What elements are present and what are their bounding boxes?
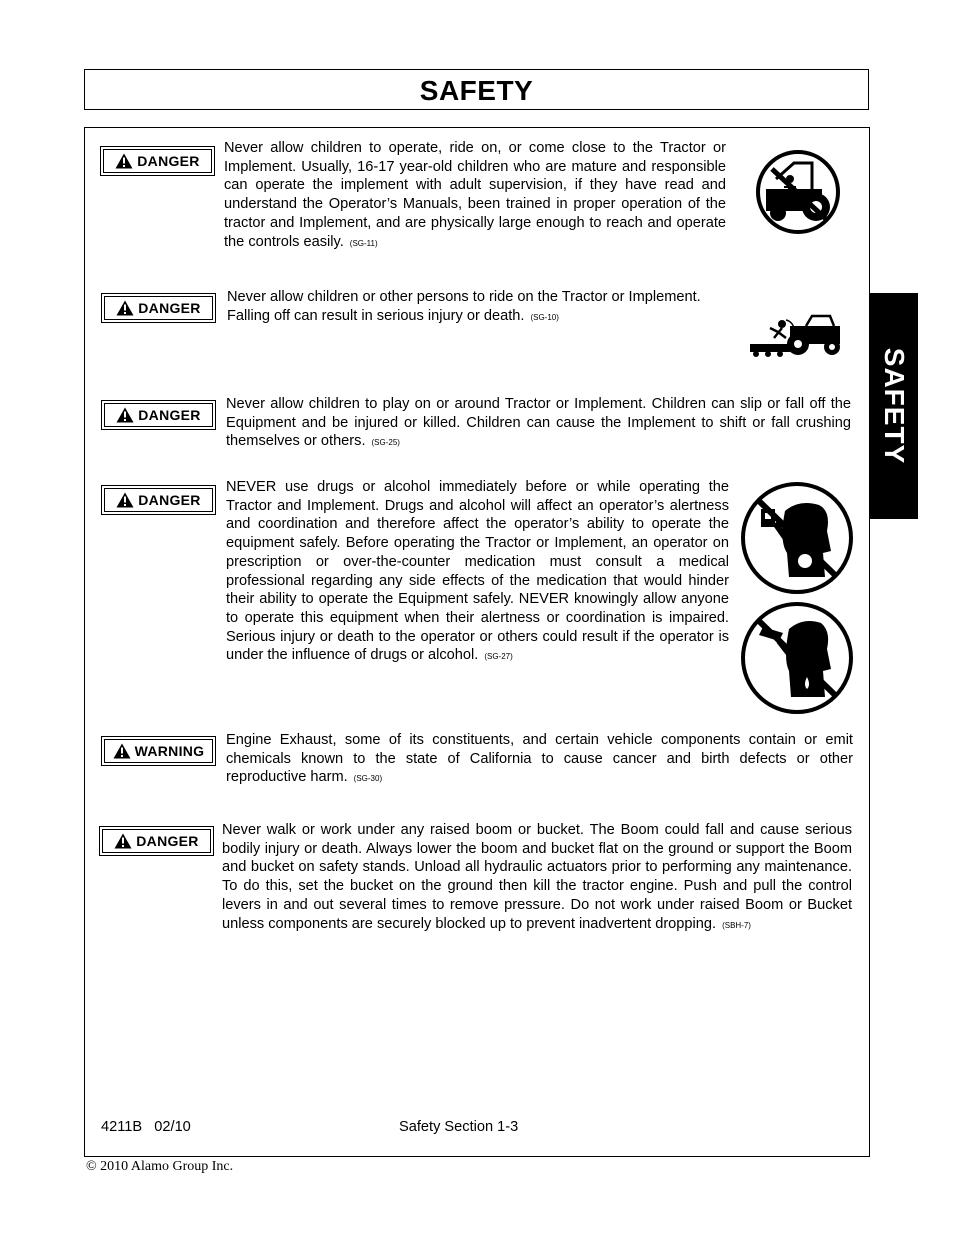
no-alcohol-icon: [739, 601, 855, 715]
message-text: Never allow children to play on or around Tractor or Implement. Children can slip or fall off the Equipment and be injured or killed. Children can cause the Implement to shift or fall crushing themselves or others.: [226, 396, 851, 450]
page-number: Safety Section 1-3: [399, 1119, 519, 1135]
copyright-notice: © 2010 Alamo Group Inc.: [86, 1159, 234, 1174]
page-title: SAFETY: [419, 75, 534, 106]
badge-label: DANGER: [138, 407, 201, 423]
message-code: (SG-10): [530, 312, 559, 322]
warning-badge: [101, 736, 216, 766]
danger-badge: [101, 293, 216, 323]
safety-message-sg27: [226, 478, 729, 667]
message-text: Never allow children to operate, ride on, or come close to the Tractor or Implement. Usually, 16-17 year-old children who are mature and responsible can operate the implement with adult supervision, if they have read and understand the Operator’s Manuals, been trained in proper operation of the tractor and Implement, and are physically large enough to reach and operate the controls easily.: [224, 140, 726, 250]
message-code: (SBH-7): [722, 920, 751, 930]
warning-triangle-icon: [116, 492, 134, 508]
warning-triangle-icon: [116, 407, 134, 423]
warning-triangle-icon: [116, 300, 134, 316]
safety-message-sbh7: [222, 821, 852, 935]
badge-label: DANGER: [138, 492, 201, 508]
document-code: 4211B 02/10: [101, 1119, 191, 1135]
danger-badge: [101, 485, 216, 515]
safety-message-sg30: [226, 731, 853, 789]
safety-message-sg25: [226, 395, 851, 453]
safety-message-sg11: [224, 139, 726, 253]
message-code: (SG-27): [484, 652, 513, 662]
message-code: (SG-11): [349, 238, 378, 248]
badge-label: DANGER: [138, 300, 201, 316]
badge-label: WARNING: [134, 743, 205, 759]
message-text: Never allow children or other persons to ride on the Tractor or Implement. Falling off can result in serious injury or death.: [227, 289, 701, 324]
safety-message-sg10: [227, 288, 732, 327]
danger-badge: [101, 400, 216, 430]
side-tab-label: SAFETY: [878, 347, 910, 465]
badge-label: DANGER: [136, 833, 199, 849]
section-side-tab: [869, 293, 918, 519]
warning-triangle-icon: [115, 153, 133, 169]
message-text: Engine Exhaust, some of its constituents, and certain vehicle components contain or emit chemicals known to the state of California to cause cancer and birth defects or other reproductive harm.: [226, 732, 853, 786]
no-child-on-tractor-icon: [754, 149, 842, 235]
header-box: [84, 69, 869, 110]
no-drugs-icon: [739, 481, 855, 595]
warning-triangle-icon: [113, 743, 131, 759]
danger-badge: [99, 826, 214, 856]
danger-badge: [100, 146, 215, 176]
message-text: Never walk or work under any raised boom or bucket. The Boom could fall and cause serious bodily injury or death. Always lower the boom and bucket flat on the ground or support the Boom and bucket on safety stands. Unload all hydraulic actuators prior to performing any maintenance. To do this, set the bucket on the ground then kill the tractor engine. Push and pull the control levers in and out several times to remove pressure. Do not work under raised Boom or Bucket unless components are securely blocked up to prevent inadvertent dropping.: [222, 822, 852, 932]
warning-triangle-icon: [114, 833, 132, 849]
message-text: NEVER use drugs or alcohol immediately before or while operating the Tractor and Implement. Drugs and alcohol will affect an operator’s alertness and coordination and therefore affect the operator’s ability to operate the equipment safely. Before operating the Tractor or Implement, an operator on prescription or over-the-counter medication must consult a medical professional regarding any side effects of the medication that would hinder their ability to operate the Equipment safely. NEVER knowingly allow anyone to operate this equipment when their alertness or coordination is impaired. Serious injury or death to the operator or others could result if the operator is under the influence of drugs or alcohol.: [226, 479, 729, 664]
badge-label: DANGER: [137, 153, 200, 169]
person-falling-from-tractor-icon: [748, 312, 844, 358]
message-code: (SG-25): [371, 438, 400, 448]
message-code: (SG-30): [353, 774, 383, 784]
